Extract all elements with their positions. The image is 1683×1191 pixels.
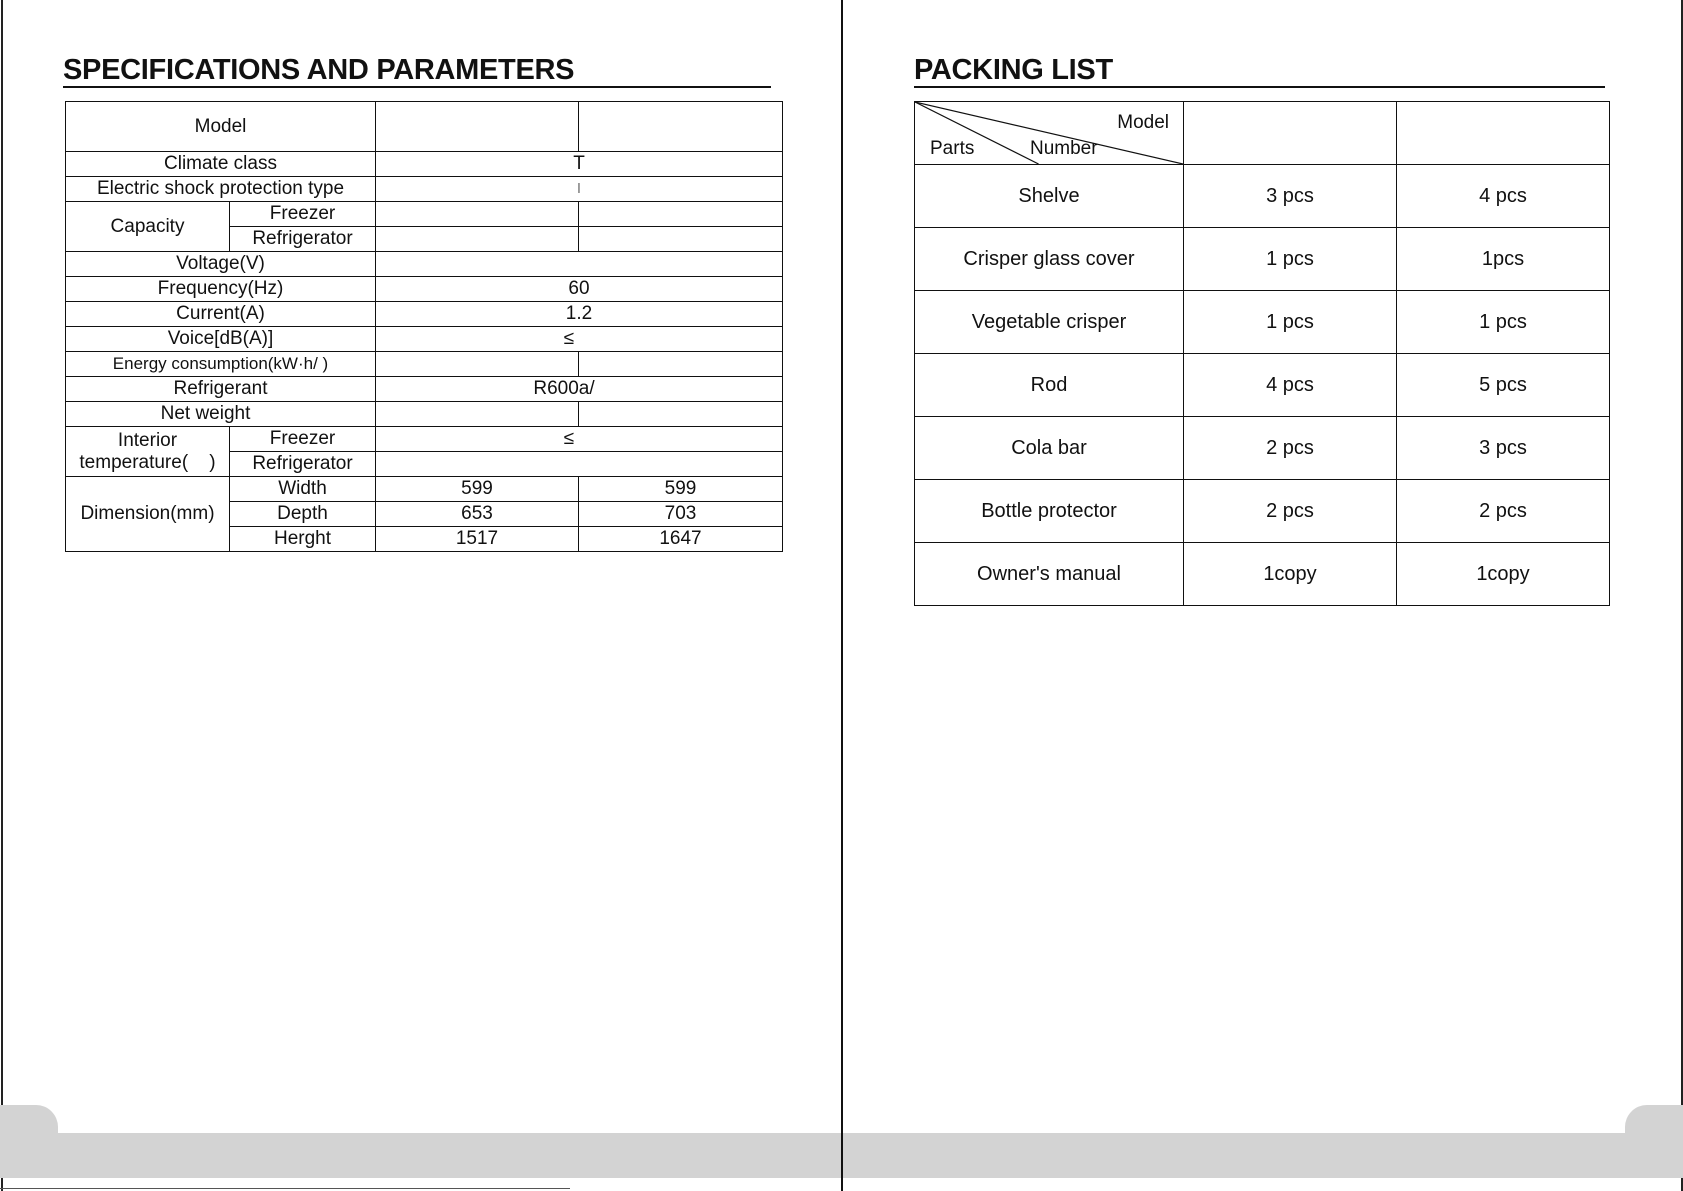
spec-label-voltage: Voltage(V) [66, 252, 376, 277]
spec-row-interior-freezer [66, 427, 783, 452]
spec-label-current: Current(A) [66, 302, 376, 327]
spec-value-model-b [579, 102, 783, 152]
spec-value-interior-refrigerator [376, 452, 783, 477]
packing-header-parts: Parts [930, 138, 975, 159]
spec-label-voice: Voice[dB(A)] [66, 327, 376, 352]
packing-qty-a: 3 pcs [1184, 165, 1397, 228]
packing-qty-b: 1copy [1397, 543, 1610, 606]
spec-value-interior-freezer: ≤ [376, 427, 783, 452]
spec-value-voice: ≤ [376, 327, 783, 352]
spec-value-depth-b: 703 [579, 502, 783, 527]
spec-row-shock [66, 177, 783, 202]
spec-label-capacity-freezer: Freezer [230, 202, 376, 227]
spec-row-climate [66, 152, 783, 177]
packing-qty-b: 1 pcs [1397, 291, 1610, 354]
spec-value-width-b: 599 [579, 477, 783, 502]
spec-row-refrigerant [66, 377, 783, 402]
spec-label-interior-line2: temperature( ) [79, 451, 216, 473]
spec-label-model: Model [66, 102, 376, 152]
spec-value-capacity-refrigerator-b [579, 227, 783, 252]
spec-label-interior-line1: Interior [117, 429, 178, 451]
spec-value-climate: T [376, 152, 783, 177]
packing-header-row [915, 102, 1610, 165]
packing-qty-a: 1copy [1184, 543, 1397, 606]
spec-value-net-weight-a [376, 402, 579, 427]
spec-row-frequency [66, 277, 783, 302]
spec-row-capacity-freezer [66, 202, 783, 227]
packing-qty-b: 5 pcs [1397, 354, 1610, 417]
spec-value-refrigerant: R600a/ [376, 377, 783, 402]
spec-label-interior-temp [66, 427, 230, 477]
spec-row-current [66, 302, 783, 327]
packing-diagonal-header [915, 102, 1184, 165]
spec-value-net-weight-b [579, 402, 783, 427]
packing-part: Vegetable crisper [915, 291, 1184, 354]
packing-qty-a: 4 pcs [1184, 354, 1397, 417]
packing-part: Cola bar [915, 417, 1184, 480]
spec-label-interior-freezer: Freezer [230, 427, 376, 452]
packing-row [915, 480, 1610, 543]
spec-label-depth: Depth [230, 502, 376, 527]
packing-qty-a: 1 pcs [1184, 228, 1397, 291]
packing-header-model: Model [1117, 112, 1169, 133]
spec-table [65, 101, 783, 552]
spec-value-capacity-freezer-a [376, 202, 579, 227]
spec-value-frequency: 60 [376, 277, 783, 302]
spec-row-dimension-width [66, 477, 783, 502]
spec-row-net-weight [66, 402, 783, 427]
spec-value-energy-a [376, 352, 579, 377]
packing-qty-b: 4 pcs [1397, 165, 1610, 228]
packing-row [915, 291, 1610, 354]
packing-row [915, 165, 1610, 228]
packing-row [915, 543, 1610, 606]
packing-row [915, 417, 1610, 480]
spec-value-shock: I [376, 177, 783, 202]
spec-label-capacity-refrigerator: Refrigerator [230, 227, 376, 252]
footer-tab-left [0, 1105, 58, 1135]
packing-heading: PACKING LIST [914, 54, 1605, 88]
spec-label-energy: Energy consumption(kW·h/ ) [66, 352, 376, 377]
spec-value-depth-a: 653 [376, 502, 579, 527]
packing-qty-b: 3 pcs [1397, 417, 1610, 480]
packing-qty-a: 2 pcs [1184, 417, 1397, 480]
packing-table [914, 101, 1610, 606]
packing-row [915, 228, 1610, 291]
spec-value-energy-b [579, 352, 783, 377]
packing-part: Crisper glass cover [915, 228, 1184, 291]
spec-value-capacity-refrigerator-a [376, 227, 579, 252]
spec-label-height: Herght [230, 527, 376, 552]
spec-label-frequency: Frequency(Hz) [66, 277, 376, 302]
spec-value-model-a [376, 102, 579, 152]
packing-header-model-b [1397, 102, 1610, 165]
spec-label-width: Width [230, 477, 376, 502]
spec-label-refrigerant: Refrigerant [66, 377, 376, 402]
spec-value-voltage [376, 252, 783, 277]
spec-value-height-b: 1647 [579, 527, 783, 552]
spec-label-capacity: Capacity [66, 202, 230, 252]
packing-part: Rod [915, 354, 1184, 417]
page-spine [841, 0, 843, 1191]
spec-row-model [66, 102, 783, 152]
spec-label-shock: Electric shock protection type [66, 177, 376, 202]
packing-header-number: Number [1030, 138, 1098, 159]
spec-label-climate: Climate class [66, 152, 376, 177]
packing-part: Shelve [915, 165, 1184, 228]
packing-header-model-a [1184, 102, 1397, 165]
packing-qty-b: 1pcs [1397, 228, 1610, 291]
spec-value-current: 1.2 [376, 302, 783, 327]
spec-heading: SPECIFICATIONS AND PARAMETERS [63, 54, 771, 88]
spec-row-energy [66, 352, 783, 377]
packing-qty-a: 1 pcs [1184, 291, 1397, 354]
bottom-rule [0, 1188, 570, 1189]
left-page-edge [1, 0, 3, 1191]
spec-value-capacity-freezer-b [579, 202, 783, 227]
packing-row [915, 354, 1610, 417]
footer-tab-right [1625, 1105, 1683, 1135]
spec-row-voice [66, 327, 783, 352]
spec-label-interior-refrigerator: Refrigerator [230, 452, 376, 477]
packing-qty-a: 2 pcs [1184, 480, 1397, 543]
spec-label-net-weight: Net weight [66, 402, 376, 427]
packing-qty-b: 2 pcs [1397, 480, 1610, 543]
packing-part: Owner's manual [915, 543, 1184, 606]
spec-value-height-a: 1517 [376, 527, 579, 552]
spec-label-dimension: Dimension(mm) [66, 477, 230, 552]
spec-value-width-a: 599 [376, 477, 579, 502]
packing-part: Bottle protector [915, 480, 1184, 543]
spec-row-voltage [66, 252, 783, 277]
